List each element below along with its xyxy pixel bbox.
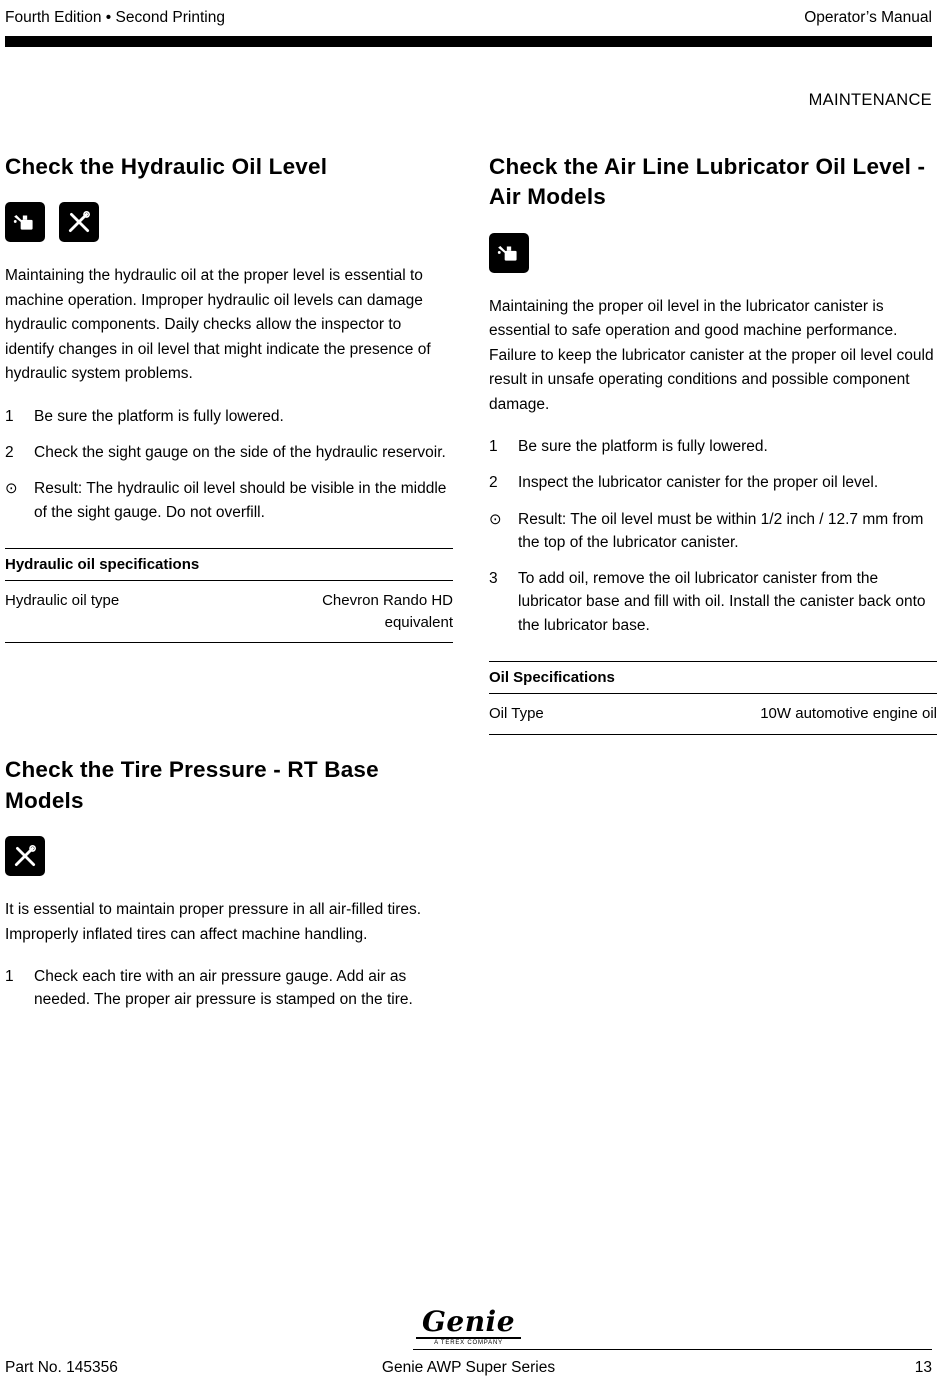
hydraulic-intro-paragraph: Maintaining the hydraulic oil at the proper level is essential to machine operation. Improper hydraulic oil levels can damage hydraulic components. Daily checks allow the inspector to identify changes in oil level that might indicate the presence of hydraulic system problems. bbox=[5, 267, 431, 383]
footer-text-row bbox=[5, 1359, 932, 1381]
header-divider-bar bbox=[5, 36, 932, 47]
lubricator-section-title: Check the Air Line Lubricator Oil Level - Air Models bbox=[489, 154, 926, 210]
tire-icon-row bbox=[5, 836, 453, 876]
spec-table-title: Oil Specifications bbox=[489, 661, 937, 694]
result-bullet-icon: ⊙ bbox=[489, 510, 502, 528]
step-item bbox=[489, 435, 937, 458]
content-columns bbox=[5, 152, 937, 1025]
oil-can-icon bbox=[5, 202, 45, 242]
lubricator-intro-paragraph: Maintaining the proper oil level in the lubricator canister is essential to safe operation and good machine performance. Failure to keep the lubricator canister at the proper oil level could result in unsafe operating conditions and possible component damage. bbox=[489, 297, 934, 413]
step-text: Inspect the lubricator canister for the proper oil level. bbox=[518, 474, 879, 492]
hydraulic-icon-row bbox=[5, 202, 453, 242]
oil-spec-table bbox=[489, 661, 937, 735]
step-number: 1 bbox=[5, 968, 14, 986]
footer-part-number: Part No. 145356 bbox=[5, 1359, 118, 1376]
spec-label: Hydraulic oil type bbox=[5, 591, 120, 609]
step-number: 2 bbox=[5, 444, 14, 462]
spec-value: Chevron Rando HD equivalent bbox=[322, 591, 453, 631]
step-number: 2 bbox=[489, 474, 498, 492]
result-item bbox=[5, 477, 453, 524]
tire-intro-paragraph: It is essential to maintain proper pressure in all air-filled tires. Improperly inflated tires can affect machine handling. bbox=[5, 901, 422, 943]
result-text: Result: The oil level must be within 1/2 inch / 12.7 mm from the top of the lubricator canister. bbox=[518, 510, 924, 551]
tools-icon bbox=[59, 202, 99, 242]
step-text: To add oil, remove the oil lubricator canister from the lubricator base and fill with oil. Install the canister back onto the lubricator base. bbox=[518, 570, 926, 634]
step-item bbox=[5, 965, 453, 1012]
step-text: Check the sight gauge on the side of the hydraulic reservoir. bbox=[34, 444, 446, 462]
hydraulic-spec-table bbox=[5, 548, 453, 644]
page-header bbox=[5, 6, 932, 36]
result-text: Result: The hydraulic oil level should be visible in the middle of the sight gauge. Do not overfill. bbox=[34, 480, 447, 521]
genie-logo-subtext: A TEREX COMPANY bbox=[434, 1340, 503, 1346]
section-label: MAINTENANCE bbox=[808, 91, 932, 109]
footer-series-title: Genie AWP Super Series bbox=[381, 1359, 556, 1376]
genie-logo-text: Genie bbox=[416, 1308, 521, 1339]
step-item bbox=[489, 471, 937, 494]
step-number: 1 bbox=[489, 438, 498, 456]
right-column bbox=[489, 152, 937, 1025]
genie-logo bbox=[5, 1305, 932, 1346]
page-footer bbox=[5, 1305, 932, 1381]
step-text: Check each tire with an air pressure gauge. Add air as needed. The proper air pressure is stamped on the tire. bbox=[34, 968, 413, 1009]
spec-table-row bbox=[5, 581, 453, 644]
spec-label: Oil Type bbox=[489, 704, 544, 722]
spec-table-row bbox=[489, 694, 937, 735]
footer-page-number: 13 bbox=[914, 1359, 932, 1376]
step-item bbox=[5, 441, 453, 464]
footer-divider bbox=[413, 1349, 932, 1350]
hydraulic-section-title: Check the Hydraulic Oil Level bbox=[5, 154, 328, 179]
step-number: 3 bbox=[489, 570, 498, 588]
header-edition: Fourth Edition • Second Printing bbox=[5, 9, 225, 26]
step-text: Be sure the platform is fully lowered. bbox=[518, 438, 768, 456]
step-text: Be sure the platform is fully lowered. bbox=[34, 407, 284, 425]
oil-can-icon bbox=[489, 233, 529, 273]
result-item bbox=[489, 508, 937, 555]
step-number: 1 bbox=[5, 407, 14, 425]
tire-section-title: Check the Tire Pressure - RT Base Models bbox=[5, 757, 379, 813]
tools-icon bbox=[5, 836, 45, 876]
spec-table-title: Hydraulic oil specifications bbox=[5, 548, 453, 581]
left-column bbox=[5, 152, 453, 1025]
hydraulic-oil-section bbox=[5, 152, 453, 643]
step-item bbox=[489, 567, 937, 637]
lubricator-icon-row bbox=[489, 233, 937, 273]
lubricator-section bbox=[489, 152, 937, 735]
result-bullet-icon: ⊙ bbox=[5, 480, 18, 498]
tire-pressure-section bbox=[5, 755, 453, 1011]
spec-value: 10W automotive engine oil bbox=[760, 704, 937, 722]
header-manual-title: Operator’s Manual bbox=[804, 9, 932, 26]
step-item bbox=[5, 405, 453, 428]
